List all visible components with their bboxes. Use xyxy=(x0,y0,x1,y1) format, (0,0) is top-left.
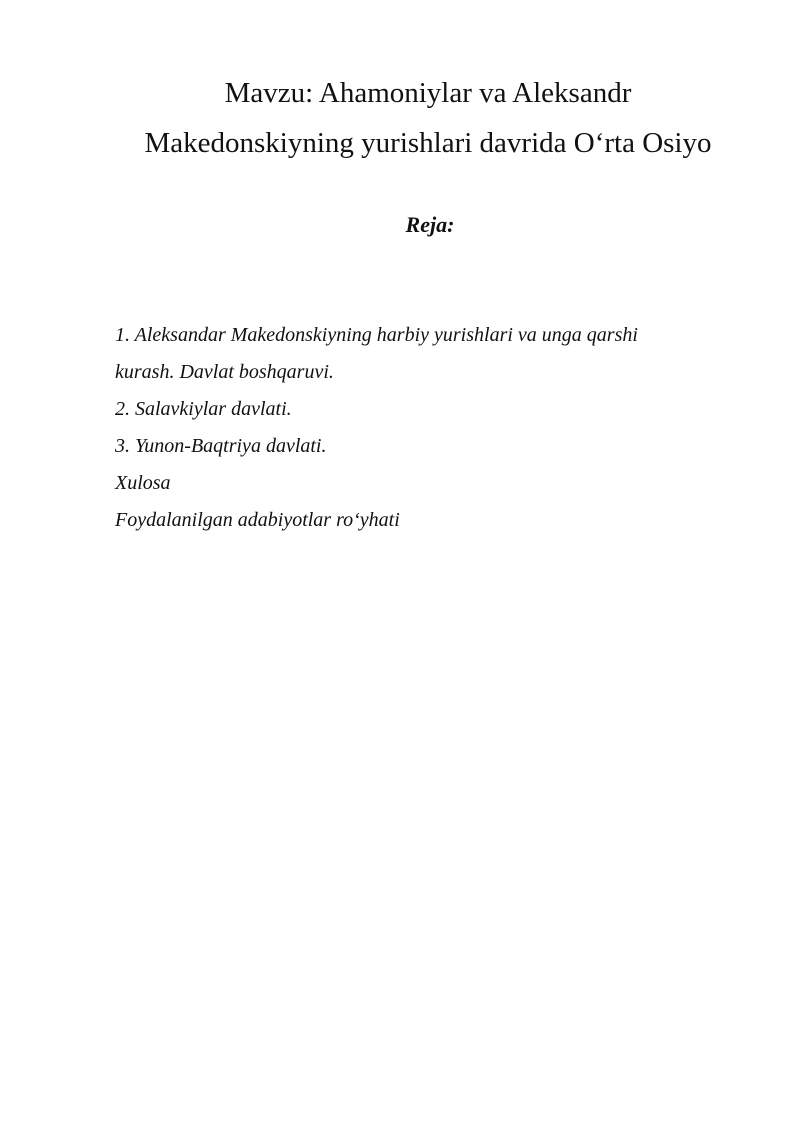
plan-heading: Reja: xyxy=(405,212,455,237)
plan-item-references: Foydalanilgan adabiyotlar ro‘yhati xyxy=(115,509,400,531)
plan-item-1-line-1: 1. Aleksandar Makedonskiyning harbiy yurishlari va unga qarshi xyxy=(115,324,638,346)
plan-list xyxy=(115,322,735,544)
document-title-line-2: Makedonskiyning yurishlari davrida O‘rta Osiyo xyxy=(144,127,712,159)
plan-item-conclusion: Xulosa xyxy=(115,472,171,494)
plan-item-1-line-2: kurash. Davlat boshqaruvi. xyxy=(115,361,334,383)
document-title-line-1: Mavzu: Ahamoniylar va Aleksandr xyxy=(224,77,632,109)
plan-item-3: 3. Yunon-Baqtriya davlati. xyxy=(115,435,327,457)
plan-item-2: 2. Salavkiylar davlati. xyxy=(115,398,292,420)
